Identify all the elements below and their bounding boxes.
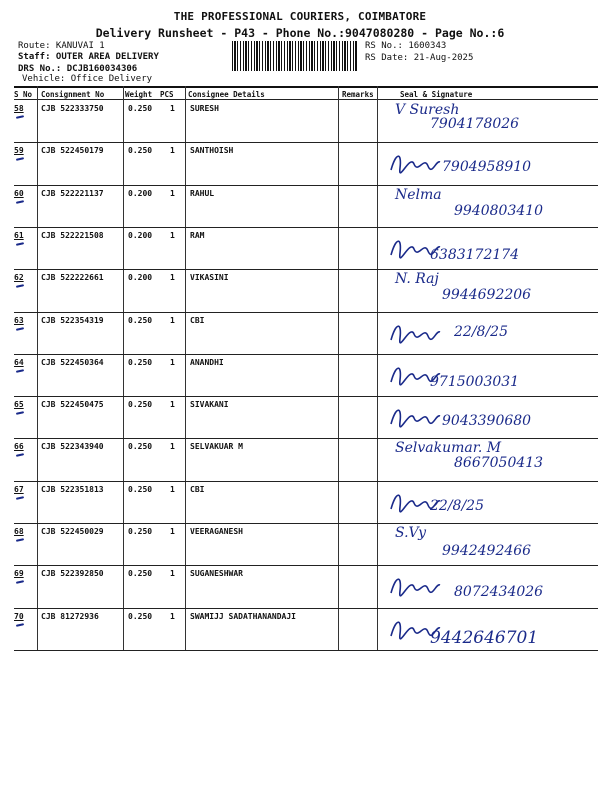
row-consignee: ANANDHI [190, 357, 224, 367]
handwritten-name: Selvakumar. M [395, 440, 502, 457]
handwritten-phone: 22/8/25 [454, 323, 508, 340]
row-pcs: 1 [170, 442, 175, 452]
row-divider [14, 396, 598, 397]
tick-mark [16, 454, 24, 458]
row-pcs: 1 [170, 611, 175, 621]
handwritten-phone: 7904958910 [442, 159, 532, 176]
row-divider [14, 269, 598, 270]
signature-scribble [388, 362, 443, 392]
rs-number: RS No.: 1600343 [365, 41, 447, 51]
row-sno: 66 [14, 442, 24, 452]
row-consignee: CBI [190, 484, 205, 494]
handwritten-phone: 9715003031 [430, 373, 520, 390]
tick-mark [16, 538, 24, 542]
tick-mark [16, 242, 24, 246]
handwritten-name: S.Vy [395, 525, 426, 541]
row-sno: 61 [14, 230, 24, 240]
header-consignee: Consignee Details [188, 90, 265, 99]
handwritten-phone: 9940803410 [454, 202, 544, 219]
row-pcs: 1 [170, 146, 175, 156]
header-sno: S No [14, 90, 33, 99]
header-remarks: Remarks [342, 90, 374, 99]
row-consignee: SURESH [190, 104, 219, 113]
drs-label: DRS No.: DCJB160034306 [18, 64, 138, 74]
row-sno: 65 [14, 400, 24, 410]
company-title: THE PROFESSIONAL COURIERS, COIMBATORE [173, 10, 427, 23]
row-divider [14, 438, 598, 439]
row-pcs: 1 [170, 400, 175, 410]
row-consignment-no: CJB 522450475 [41, 400, 104, 410]
header-bottom-border [14, 99, 598, 100]
handwritten-phone: 8072434026 [454, 584, 544, 601]
row-consignment-no: CJB 522343940 [41, 442, 104, 452]
row-divider [14, 565, 598, 566]
row-divider [14, 354, 598, 355]
row-consignment-no: CJB 522351813 [41, 484, 104, 494]
row-weight: 0.250 [128, 569, 153, 579]
tick-mark [16, 369, 24, 373]
row-weight: 0.250 [128, 146, 153, 156]
route-label: Route: KANUVAI 1 [18, 41, 105, 51]
row-weight: 0.250 [128, 315, 153, 325]
row-weight: 0.200 [128, 273, 153, 283]
row-consignment-no: CJB 522222661 [41, 273, 104, 283]
row-pcs: 1 [170, 230, 175, 240]
table-top-border [14, 86, 598, 88]
row-sno: 67 [14, 484, 24, 494]
row-consignment-no: CJB 522354319 [41, 315, 104, 325]
handwritten-phone: 6383172174 [430, 246, 520, 263]
tick-mark [16, 411, 24, 415]
row-weight: 0.250 [128, 357, 153, 367]
row-consignment-no: CJB 81272936 [41, 611, 99, 621]
row-sno: 58 [14, 104, 24, 113]
header-pcs: PCS [160, 90, 174, 99]
row-sno: 64 [14, 357, 24, 367]
vehicle-label: Vehicle: Office Delivery [22, 74, 153, 84]
tick-mark [16, 623, 24, 627]
handwritten-phone: 9944692206 [442, 287, 532, 304]
row-divider [14, 523, 598, 524]
runsheet-title: Delivery Runsheet - P43 - Phone No.:9047080280 - Page No.:6 [95, 26, 505, 40]
row-consignee: SUGANESHWAR [190, 569, 243, 579]
header-weight: Weight [125, 90, 153, 99]
row-divider [14, 481, 598, 482]
row-pcs: 1 [170, 273, 175, 283]
row-pcs: 1 [170, 569, 175, 579]
row-sno: 68 [14, 527, 24, 536]
row-consignment-no: CJB 522450364 [41, 357, 104, 367]
row-divider [14, 142, 598, 143]
signature-scribble [388, 320, 443, 350]
row-pcs: 1 [170, 315, 175, 325]
row-pcs: 1 [170, 104, 175, 113]
row-pcs: 1 [170, 188, 175, 198]
handwritten-name: Nelma [395, 186, 442, 203]
handwritten-phone: 9442646701 [430, 627, 539, 648]
row-sno: 59 [14, 146, 24, 156]
row-weight: 0.250 [128, 104, 153, 113]
row-pcs: 1 [170, 357, 175, 367]
header-seal-signature: Seal & Signature [400, 90, 473, 99]
header-consignment: Consignment No [41, 90, 105, 99]
row-pcs: 1 [170, 484, 175, 494]
tick-mark [16, 115, 24, 119]
row-weight: 0.250 [128, 442, 153, 452]
handwritten-phone: 8667050413 [454, 455, 544, 472]
row-consignment-no: CJB 522450179 [41, 146, 104, 156]
tick-mark [16, 496, 24, 500]
tick-mark [16, 580, 24, 584]
row-sno: 62 [14, 273, 24, 283]
signature-scribble [388, 573, 443, 603]
row-consignee: RAM [190, 230, 205, 240]
signature-scribble [388, 616, 443, 646]
signature-scribble [388, 489, 443, 519]
row-weight: 0.250 [128, 611, 153, 621]
row-sno: 60 [14, 188, 24, 198]
row-consignee: RAHUL [190, 188, 215, 198]
row-sno: 63 [14, 315, 24, 325]
barcode [232, 41, 358, 71]
row-weight: 0.250 [128, 527, 153, 536]
handwritten-phone: 9043390680 [442, 413, 532, 430]
row-consignment-no: CJB 522450029 [41, 527, 104, 536]
row-divider [14, 312, 598, 313]
handwritten-phone: 22/8/25 [430, 497, 484, 514]
handwritten-name: N. Raj [395, 271, 439, 288]
row-consignment-no: CJB 522392850 [41, 569, 104, 579]
row-consignee: SELVAKUAR M [190, 442, 243, 452]
tick-mark [16, 157, 24, 161]
row-consignment-no: CJB 522221508 [41, 230, 104, 240]
handwritten-phone: 7904178026 [430, 116, 520, 132]
row-sno: 69 [14, 569, 24, 579]
signature-scribble [388, 235, 443, 265]
row-pcs: 1 [170, 527, 175, 536]
row-consignment-no: CJB 522221137 [41, 188, 104, 198]
row-divider [14, 185, 598, 186]
handwritten-phone: 9942492466 [442, 543, 532, 559]
row-divider [14, 608, 598, 609]
row-consignment-no: CJB 522333750 [41, 104, 104, 113]
row-weight: 0.250 [128, 400, 153, 410]
handwritten-name: V Suresh [395, 102, 460, 118]
row-weight: 0.250 [128, 484, 153, 494]
tick-mark [16, 200, 24, 204]
staff-label: Staff: OUTER AREA DELIVERY [18, 52, 159, 62]
row-consignee: SANTHOISH [190, 146, 234, 156]
signature-scribble [388, 150, 443, 180]
row-weight: 0.200 [128, 188, 153, 198]
row-weight: 0.200 [128, 230, 153, 240]
signature-scribble [388, 404, 443, 434]
tick-mark [16, 284, 24, 288]
row-divider [14, 650, 598, 651]
row-consignee: VIKASINI [190, 273, 229, 283]
row-consignee: VEERAGANESH [190, 527, 243, 536]
row-consignee: SIVAKANI [190, 400, 229, 410]
row-consignee: CBI [190, 315, 205, 325]
row-consignee: SWAMIJJ SADATHANANDAJI [190, 611, 296, 621]
row-sno: 70 [14, 611, 24, 621]
tick-mark [16, 327, 24, 331]
row-divider [14, 227, 598, 228]
rs-date: RS Date: 21-Aug-2025 [365, 53, 474, 63]
